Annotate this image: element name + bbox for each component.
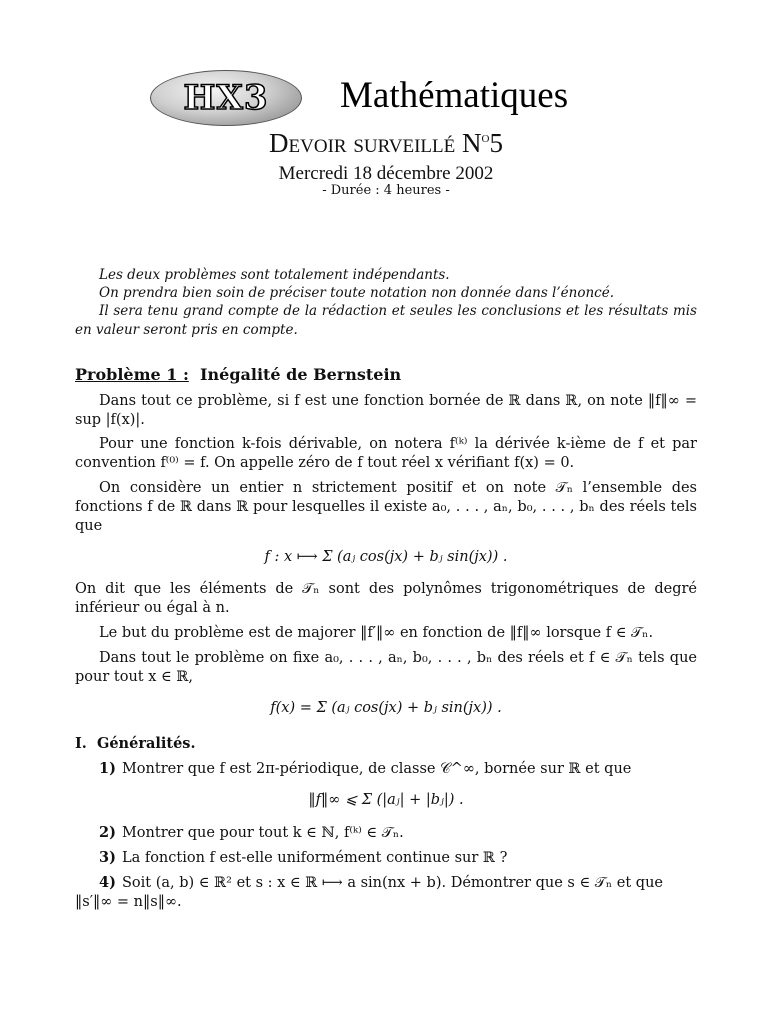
header <box>75 70 697 200</box>
document-page <box>75 70 697 911</box>
problem-heading: Problème 1 : Inégalité de Bernstein <box>75 364 402 384</box>
problem-p1: Dans tout ce problème, si f est une fonction bornée de ℝ dans ℝ, on note ‖f‖∞ = sup |f(x)|. <box>75 392 697 428</box>
section-heading: I. Généralités. <box>75 735 196 753</box>
intro-line-1: Les deux problèmes sont totalement indépendants. <box>99 267 450 283</box>
formula-1: f : x ⟼ Σ (aⱼ cos(jx) + bⱼ sin(jx)) . <box>264 548 508 565</box>
question-1: 1) Montrer que f est 2π-périodique, de classe 𝒞^∞, bornée sur ℝ et que <box>99 760 632 778</box>
exam-duration: - Durée : 4 heures - <box>322 183 450 198</box>
question-4: 4) Soit (a, b) ∈ ℝ² et s : x ∈ ℝ ⟼ a sin(nx + b). Démontrer que s ∈ 𝒯ₙ et que ‖s′‖∞ = n‖s‖∞. <box>75 873 664 910</box>
hx3-logo <box>150 70 302 126</box>
logo-text: HX3 <box>183 77 269 118</box>
question-2: 2) Montrer que pour tout k ∈ ℕ, f⁽ᵏ⁾ ∈ 𝒯ₙ. <box>99 824 404 842</box>
problem-p6: Dans tout le problème on fixe a₀, . . . , aₙ, b₀, . . . , bₙ des réels et f ∈ 𝒯ₙ tels que pour tout x ∈ ℝ, <box>75 649 697 685</box>
page-subtitle: Devoir surveillé $N^o5$ <box>269 128 503 158</box>
formula-3: ‖f‖∞ ⩽ Σ (|aⱼ| + |bⱼ|) . <box>308 792 464 809</box>
problem-p5: Le but du problème est de majorer ‖f′‖∞ en fonction de ‖f‖∞ lorsque f ∈ 𝒯ₙ. <box>99 625 654 642</box>
problem-p3: On considère un entier n strictement positif et on note 𝒯ₙ l’ensemble des fonctions f de ℝ dans ℝ pour lesquelles il existe a₀, . . . , aₙ, b₀, . . . , bₙ des réels tels que <box>75 480 697 534</box>
question-3: 3) La fonction f est-elle uniformément continue sur ℝ ? <box>99 848 508 866</box>
intro-line-3: Il sera tenu grand compte de la rédaction et seules les conclusions et les résultats mis en valeur seront pris en compte. <box>75 303 697 338</box>
intro-line-2: On prendra bien soin de préciser toute notation non donnée dans l’énoncé. <box>99 285 615 302</box>
exam-date: Mercredi 18 décembre 2002 <box>278 163 494 184</box>
page-title: Mathématiques <box>340 75 569 116</box>
problem-p4: On dit que les éléments de 𝒯ₙ sont des polynômes trigonométriques de degré inférieur ou égal à n. <box>75 581 697 617</box>
intro-notes <box>75 266 697 339</box>
problem-p2: Pour une fonction k-fois dérivable, on notera f⁽ᵏ⁾ la dérivée k-ième de f et par convention f⁽⁰⁾ = f. On appelle zéro de f tout réel x vérifiant f(x) = 0. <box>75 436 697 472</box>
formula-2: f(x) = Σ (aⱼ cos(jx) + bⱼ sin(jx)) . <box>270 699 502 716</box>
